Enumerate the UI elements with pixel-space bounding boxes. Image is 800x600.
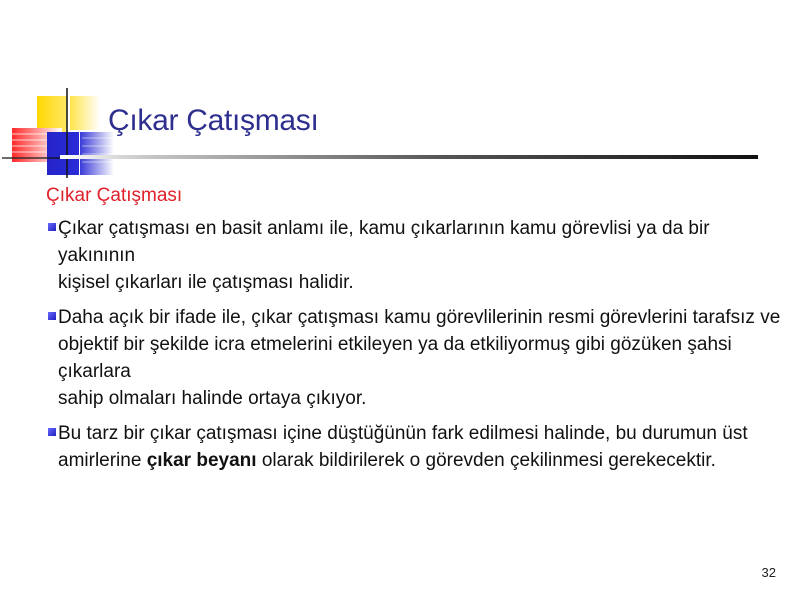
slide-title: Çıkar Çatışması <box>108 104 319 137</box>
bullet-text <box>58 215 786 296</box>
decorative-blocks-logo <box>0 0 130 180</box>
bullet-item <box>46 215 786 296</box>
bullet-item <box>46 420 786 474</box>
square-bullet-icon <box>48 312 56 320</box>
bullet-line-end: olarak bildirilerek o görevden çekilinmesi gerekecektir. <box>256 450 716 471</box>
bullet-line: Daha açık bir ifade ile, çıkar çatışması kamu görevlilerinin resmi görevlerini tarafsız ve <box>58 307 781 328</box>
bullet-item <box>46 304 786 412</box>
bullet-text <box>58 304 786 412</box>
title-underline <box>60 155 758 159</box>
slide-content <box>46 182 786 482</box>
bullet-line: sahip olmaları halinde ortaya çıkıyor. <box>58 388 367 409</box>
bullet-line: Çıkar çatışması en basit anlamı ile, kamu çıkarlarının kamu görevlisi ya da bir yakınının <box>58 218 710 266</box>
bullet-line: kişisel çıkarları ile çatışması halidir. <box>58 272 354 293</box>
bullet-line: Bu tarz bir çıkar çatışması içine düştüğünün fark edilmesi halinde, bu durumun üst <box>58 423 748 444</box>
bullet-line: objektif bir şekilde icra etmelerini etkileyen ya da etkiliyormuş gibi gözüken şahsi çıkarlara <box>58 334 732 382</box>
bullet-text <box>58 420 786 474</box>
square-bullet-icon <box>48 428 56 436</box>
content-subheading: Çıkar Çatışması <box>46 185 183 206</box>
page-number: 32 <box>761 565 776 580</box>
emphasis-text: çıkar beyanı <box>146 450 257 471</box>
bullet-line-start: amirlerine <box>58 450 147 471</box>
square-bullet-icon <box>48 223 56 231</box>
